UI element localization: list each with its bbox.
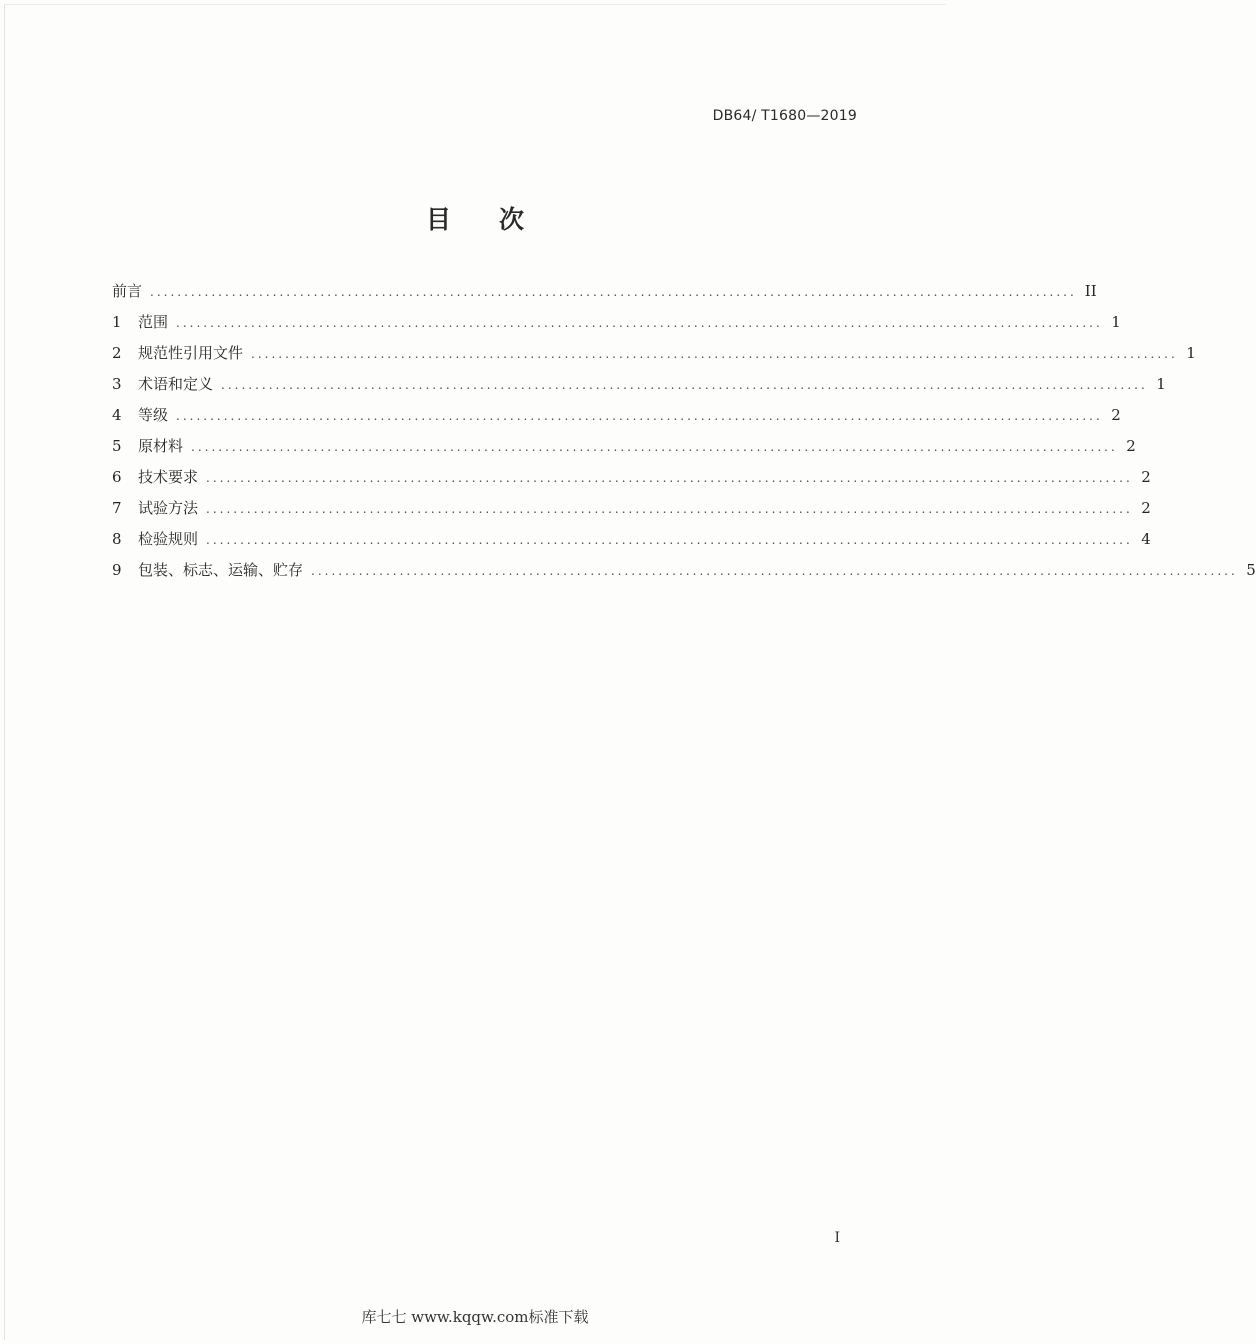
download-watermark: 库七七 www.kqqw.com标准下载 (361, 1308, 589, 1326)
toc-entry-1[interactable] (112, 311, 1121, 342)
toc-entry-number: 9 (112, 561, 122, 579)
toc-entry-preface[interactable] (112, 280, 1097, 311)
toc-entry-2[interactable] (112, 342, 1196, 373)
toc-entry-number: 8 (112, 530, 122, 548)
toc-entry-number: 2 (112, 344, 122, 362)
toc-leader-dots: ........................................................................................................................................ (221, 378, 1148, 392)
toc-entry-page: 2 (1111, 406, 1121, 424)
toc-leader-dots: ........................................................................................................................................ (206, 533, 1133, 547)
toc-entry-label: 等级 (138, 406, 169, 424)
toc-entry-page: 2 (1141, 499, 1151, 517)
page-title: 目次 (425, 205, 572, 234)
standard-code: DB64/ T1680—2019 (712, 108, 857, 124)
toc-entry-page: 5 (1246, 561, 1256, 579)
toc-entry-page: II (1084, 282, 1097, 300)
toc-entry-number: 7 (112, 499, 122, 517)
toc-entry-3[interactable] (112, 373, 1166, 404)
toc-entry-label: 包装、标志、运输、贮存 (138, 561, 304, 579)
toc-entry-7[interactable] (112, 497, 1151, 528)
toc-entry-label: 规范性引用文件 (138, 344, 244, 362)
toc-entry-number: 4 (112, 406, 122, 424)
toc-entry-page: 2 (1126, 437, 1136, 455)
toc-entry-page: 4 (1141, 530, 1151, 548)
toc-leader-dots: ........................................................................................................................................ (206, 502, 1133, 516)
toc-entry-label: 范围 (138, 313, 169, 331)
toc-entry-number: 3 (112, 375, 122, 393)
toc-entry-number: 6 (112, 468, 122, 486)
toc-entry-6[interactable] (112, 466, 1151, 497)
toc-leader-dots: ........................................................................................................................................ (176, 316, 1103, 330)
toc-entry-page: 2 (1141, 468, 1151, 486)
toc-entry-label: 术语和定义 (138, 375, 214, 393)
toc-leader-dots: ........................................................................................................................................ (191, 440, 1118, 454)
table-of-contents (112, 280, 1256, 590)
toc-leader-dots: ........................................................................................................................................ (206, 471, 1133, 485)
toc-entry-label: 技术要求 (138, 468, 199, 486)
toc-entry-5[interactable] (112, 435, 1136, 466)
toc-leader-dots: ........................................................................................................................................ (176, 409, 1103, 423)
page-number: I (834, 1230, 840, 1246)
toc-entry-4[interactable] (112, 404, 1121, 435)
toc-entry-label: 检验规则 (138, 530, 199, 548)
toc-entry-number: 5 (112, 437, 122, 455)
toc-leader-dots: ........................................................................................................................................ (311, 564, 1238, 578)
toc-entry-page: 1 (1186, 344, 1196, 362)
toc-entry-8[interactable] (112, 528, 1151, 559)
toc-leader-dots: ........................................................................................................................................ (150, 285, 1077, 299)
toc-leader-dots: ........................................................................................................................................ (251, 347, 1178, 361)
toc-entry-page: 1 (1156, 375, 1166, 393)
toc-entry-9[interactable] (112, 559, 1256, 590)
toc-entry-label: 原材料 (138, 437, 184, 455)
toc-entry-label: 试验方法 (138, 499, 199, 517)
toc-entry-label: 前言 (112, 282, 143, 300)
toc-entry-number: 1 (112, 313, 122, 331)
toc-entry-page: 1 (1111, 313, 1121, 331)
